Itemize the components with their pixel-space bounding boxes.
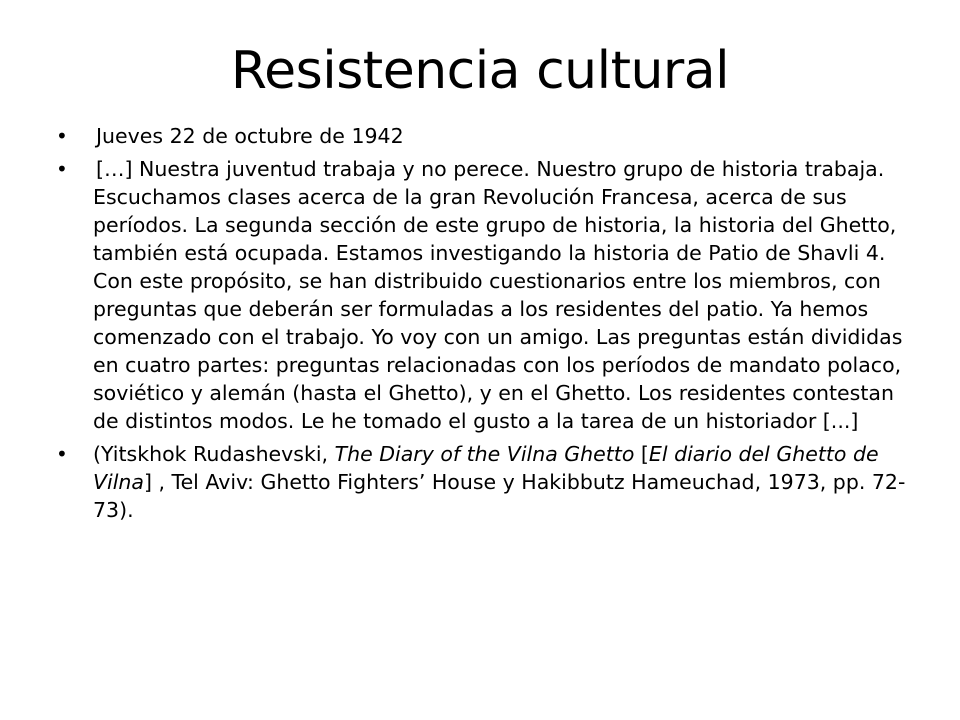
bullet-dot-icon: • bbox=[56, 157, 68, 181]
slide-title: Resistencia cultural bbox=[230, 41, 730, 101]
quote-text: […] Nuestra juventud trabaja y no perece. Nuestro grupo de historia trabaja. Escuchamos clases acerca de la gran Revolución Francesa, acerca de sus períodos. La segunda sección de este grupo de historia, la historia del Ghetto, también está ocupada. Estamos investigando la historia de Patio de Shavli 4. Con este propósito, se han distribuido cuestionarios entre los miembros, con preguntas que deberán ser formuladas a los residentes del patio. Ya hemos comenzado con el trabajo. Yo voy con un amigo. Las preguntas están divididas en cuatro partes: preguntas relacionadas con los períodos de mandato polaco, soviético y alemán (hasta el Ghetto), y en el Ghetto. Los residentes contestan de distintos modos. Le he tomado el gusto a la tarea de un historiador [...] bbox=[93, 157, 903, 433]
date-text: Jueves 22 de octubre de 1942 bbox=[96, 124, 404, 148]
bullet-quote bbox=[56, 155, 916, 435]
bullet-date bbox=[56, 122, 916, 150]
citation-bracket: [ bbox=[634, 442, 649, 466]
bullet-dot-icon: • bbox=[56, 442, 68, 466]
bullet-dot-icon: • bbox=[56, 124, 68, 148]
book-title: The Diary of the Vilna Ghetto bbox=[334, 442, 635, 466]
citation-rest: ] , Tel Aviv: Ghetto Fighters’ House y Hakibbutz Hameuchad, 1973, pp. 72-73). bbox=[93, 470, 906, 522]
bullet-list bbox=[56, 122, 916, 529]
citation-text bbox=[93, 442, 905, 522]
translated-title: El diario del Ghetto de Vilna bbox=[93, 442, 879, 494]
citation-open: (Yitskhok Rudashevski, bbox=[93, 442, 335, 466]
bullet-citation bbox=[56, 440, 916, 524]
